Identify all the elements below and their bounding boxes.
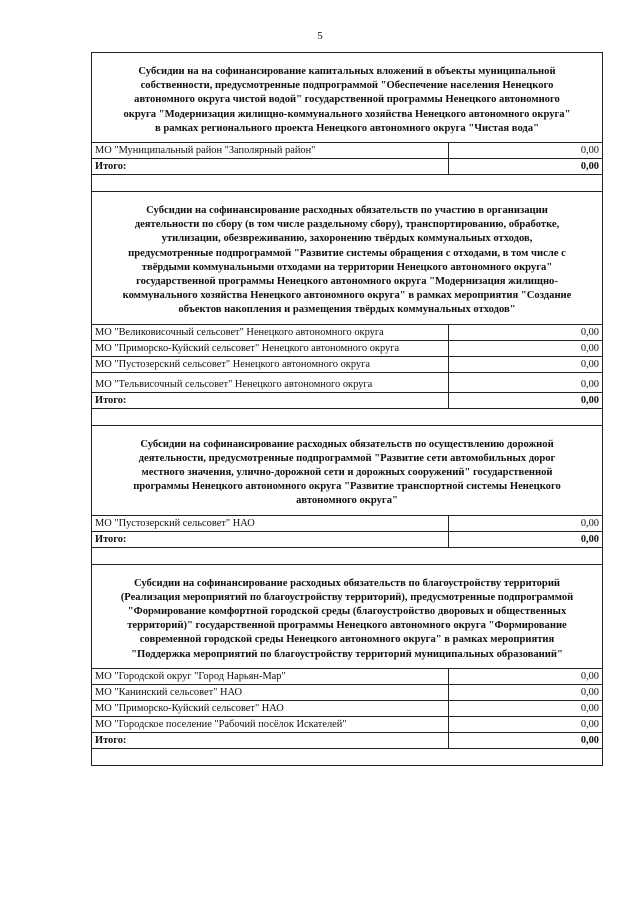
title-line: Субсидии на софинансирование расходных обязательств по осуществлению дорожной [140,438,554,450]
amount-value: 0,00 [580,718,599,730]
total-row [92,392,602,408]
municipality-name: МО "Тельвисочный сельсовет" Ненецкого автономного округа [92,373,449,392]
title-line: деятельности, предусмотренные подпрограммой "Развитие сети автомобильных дорог [138,452,556,464]
amount-value: 0,00 [580,686,599,698]
table-row [92,700,602,716]
title-line: твёрдыми коммунальными отходами на территории Ненецкого автономного округа" [141,261,553,273]
total-label: Итого: [92,159,449,174]
section-title [92,565,602,668]
title-line: "Поддержка мероприятий по благоустройству территорий муниципальных образований" [131,648,563,660]
title-line: автономного округа" [296,495,398,507]
table-row [92,142,602,158]
title-line: (Реализация мероприятий по благоустройству территорий), предусмотренные подпрограммой [120,591,574,603]
section-title [92,192,602,324]
total-value: 0,00 [580,734,599,746]
amount-value: 0,00 [580,358,599,370]
section-title [92,426,602,515]
municipality-name: МО "Великовисочный сельсовет" Ненецкого автономного округа [92,325,449,340]
section-title [92,53,602,142]
table-row [92,372,602,392]
total-row [92,732,602,748]
table-row [92,684,602,700]
total-row [92,531,602,547]
title-line: местного значения, улично-дорожной сети и дорожных сооружений" государственной [141,467,553,479]
section-spacer [92,748,602,765]
total-label: Итого: [92,532,449,547]
section-spacer [92,408,602,425]
amount-value: 0,00 [580,342,599,354]
municipality-name: МО "Приморско-Куйский сельсовет" Ненецкого автономного округа [92,341,449,356]
municipality-name: МО "Городское поселение "Рабочий посёлок Искателей" [92,717,449,732]
title-line: собственности, предусмотренные подпрограммой "Обеспечение населения Ненецкого [140,80,554,92]
municipality-name: МО "Городской округ "Город Нарьян-Мар" [92,669,449,684]
amount-value: 0,00 [580,145,599,157]
section-spacer [92,174,602,191]
table-row [92,324,602,340]
municipality-name: МО "Канинский сельсовет" НАО [92,685,449,700]
total-value: 0,00 [580,533,599,545]
title-line: территорий)" государственной программы Ненецкого автономного округа "Формирование [127,620,567,632]
title-line: коммунального хозяйства Ненецкого автономного округа" в рамках мероприятия "Создание [122,290,572,302]
total-label: Итого: [92,393,449,408]
table-row [92,515,602,531]
title-line: в рамках регионального проекта Ненецкого автономного округа "Чистая вода" [155,122,539,134]
title-line: деятельности по сбору (в том числе раздельному сбору), транспортированию, обработке, [134,219,560,231]
title-line: автономного округа чистой водой" государственной программы Ненецкого автономного [134,94,560,106]
total-value: 0,00 [580,394,599,406]
title-line: Субсидии на софинансирование расходных обязательств по участию в организации [146,205,548,217]
table-row [92,716,602,732]
section-water-supply [91,52,603,191]
section-urban-improvement [91,564,603,766]
title-line: "Формирование комфортной городской среды (благоустройство дворовых и общественных [127,606,567,618]
amount-value: 0,00 [580,670,599,682]
title-line: предусмотренные подпрограммой "Развитие системы обращения с отходами, в том числе с [128,247,566,259]
title-line: объектов накопления и размещения твёрдых коммунальных отходов" [178,304,516,316]
municipality-name: МО "Пустозерский сельсовет" Ненецкого автономного округа [92,357,449,372]
title-line: Субсидии на на софинансирование капитальных вложений в объекты муниципальной [138,66,556,77]
amount-value: 0,00 [580,326,599,338]
amount-value: 0,00 [580,702,599,714]
section-road-activities [91,425,603,564]
total-value: 0,00 [580,161,599,173]
table-row [92,356,602,372]
title-line: утилизации, обезвреживанию, захоронению твёрдых коммунальных отходов, [161,233,533,245]
section-waste-management [91,191,603,425]
total-row [92,158,602,174]
title-line: Субсидии на софинансирование расходных обязательств по благоустройству территорий [133,577,561,589]
total-label: Итого: [92,733,449,748]
table-row [92,668,602,684]
page-number: 5 [317,30,323,42]
amount-value: 0,00 [580,517,599,529]
title-line: программы Ненецкого автономного округа "Развитие транспортной системы Ненецкого [133,481,561,493]
subsidy-table [91,52,603,766]
municipality-name: МО "Муниципальный район "Заполярный район" [92,143,449,158]
section-spacer [92,547,602,564]
amount-value: 0,00 [580,378,599,390]
table-row [92,340,602,356]
title-line: государственной программы Ненецкого автономного округа "Модернизация жилищно- [136,276,558,288]
title-line: округа "Модернизация жилищно-коммунального хозяйства Ненецкого автономного округа" [123,108,571,120]
municipality-name: МО "Пустозерский сельсовет" НАО [92,516,449,531]
municipality-name: МО "Приморско-Куйский сельсовет" НАО [92,701,449,716]
title-line: современной городской среды Ненецкого автономного округа" в рамках мероприятия [139,634,555,646]
